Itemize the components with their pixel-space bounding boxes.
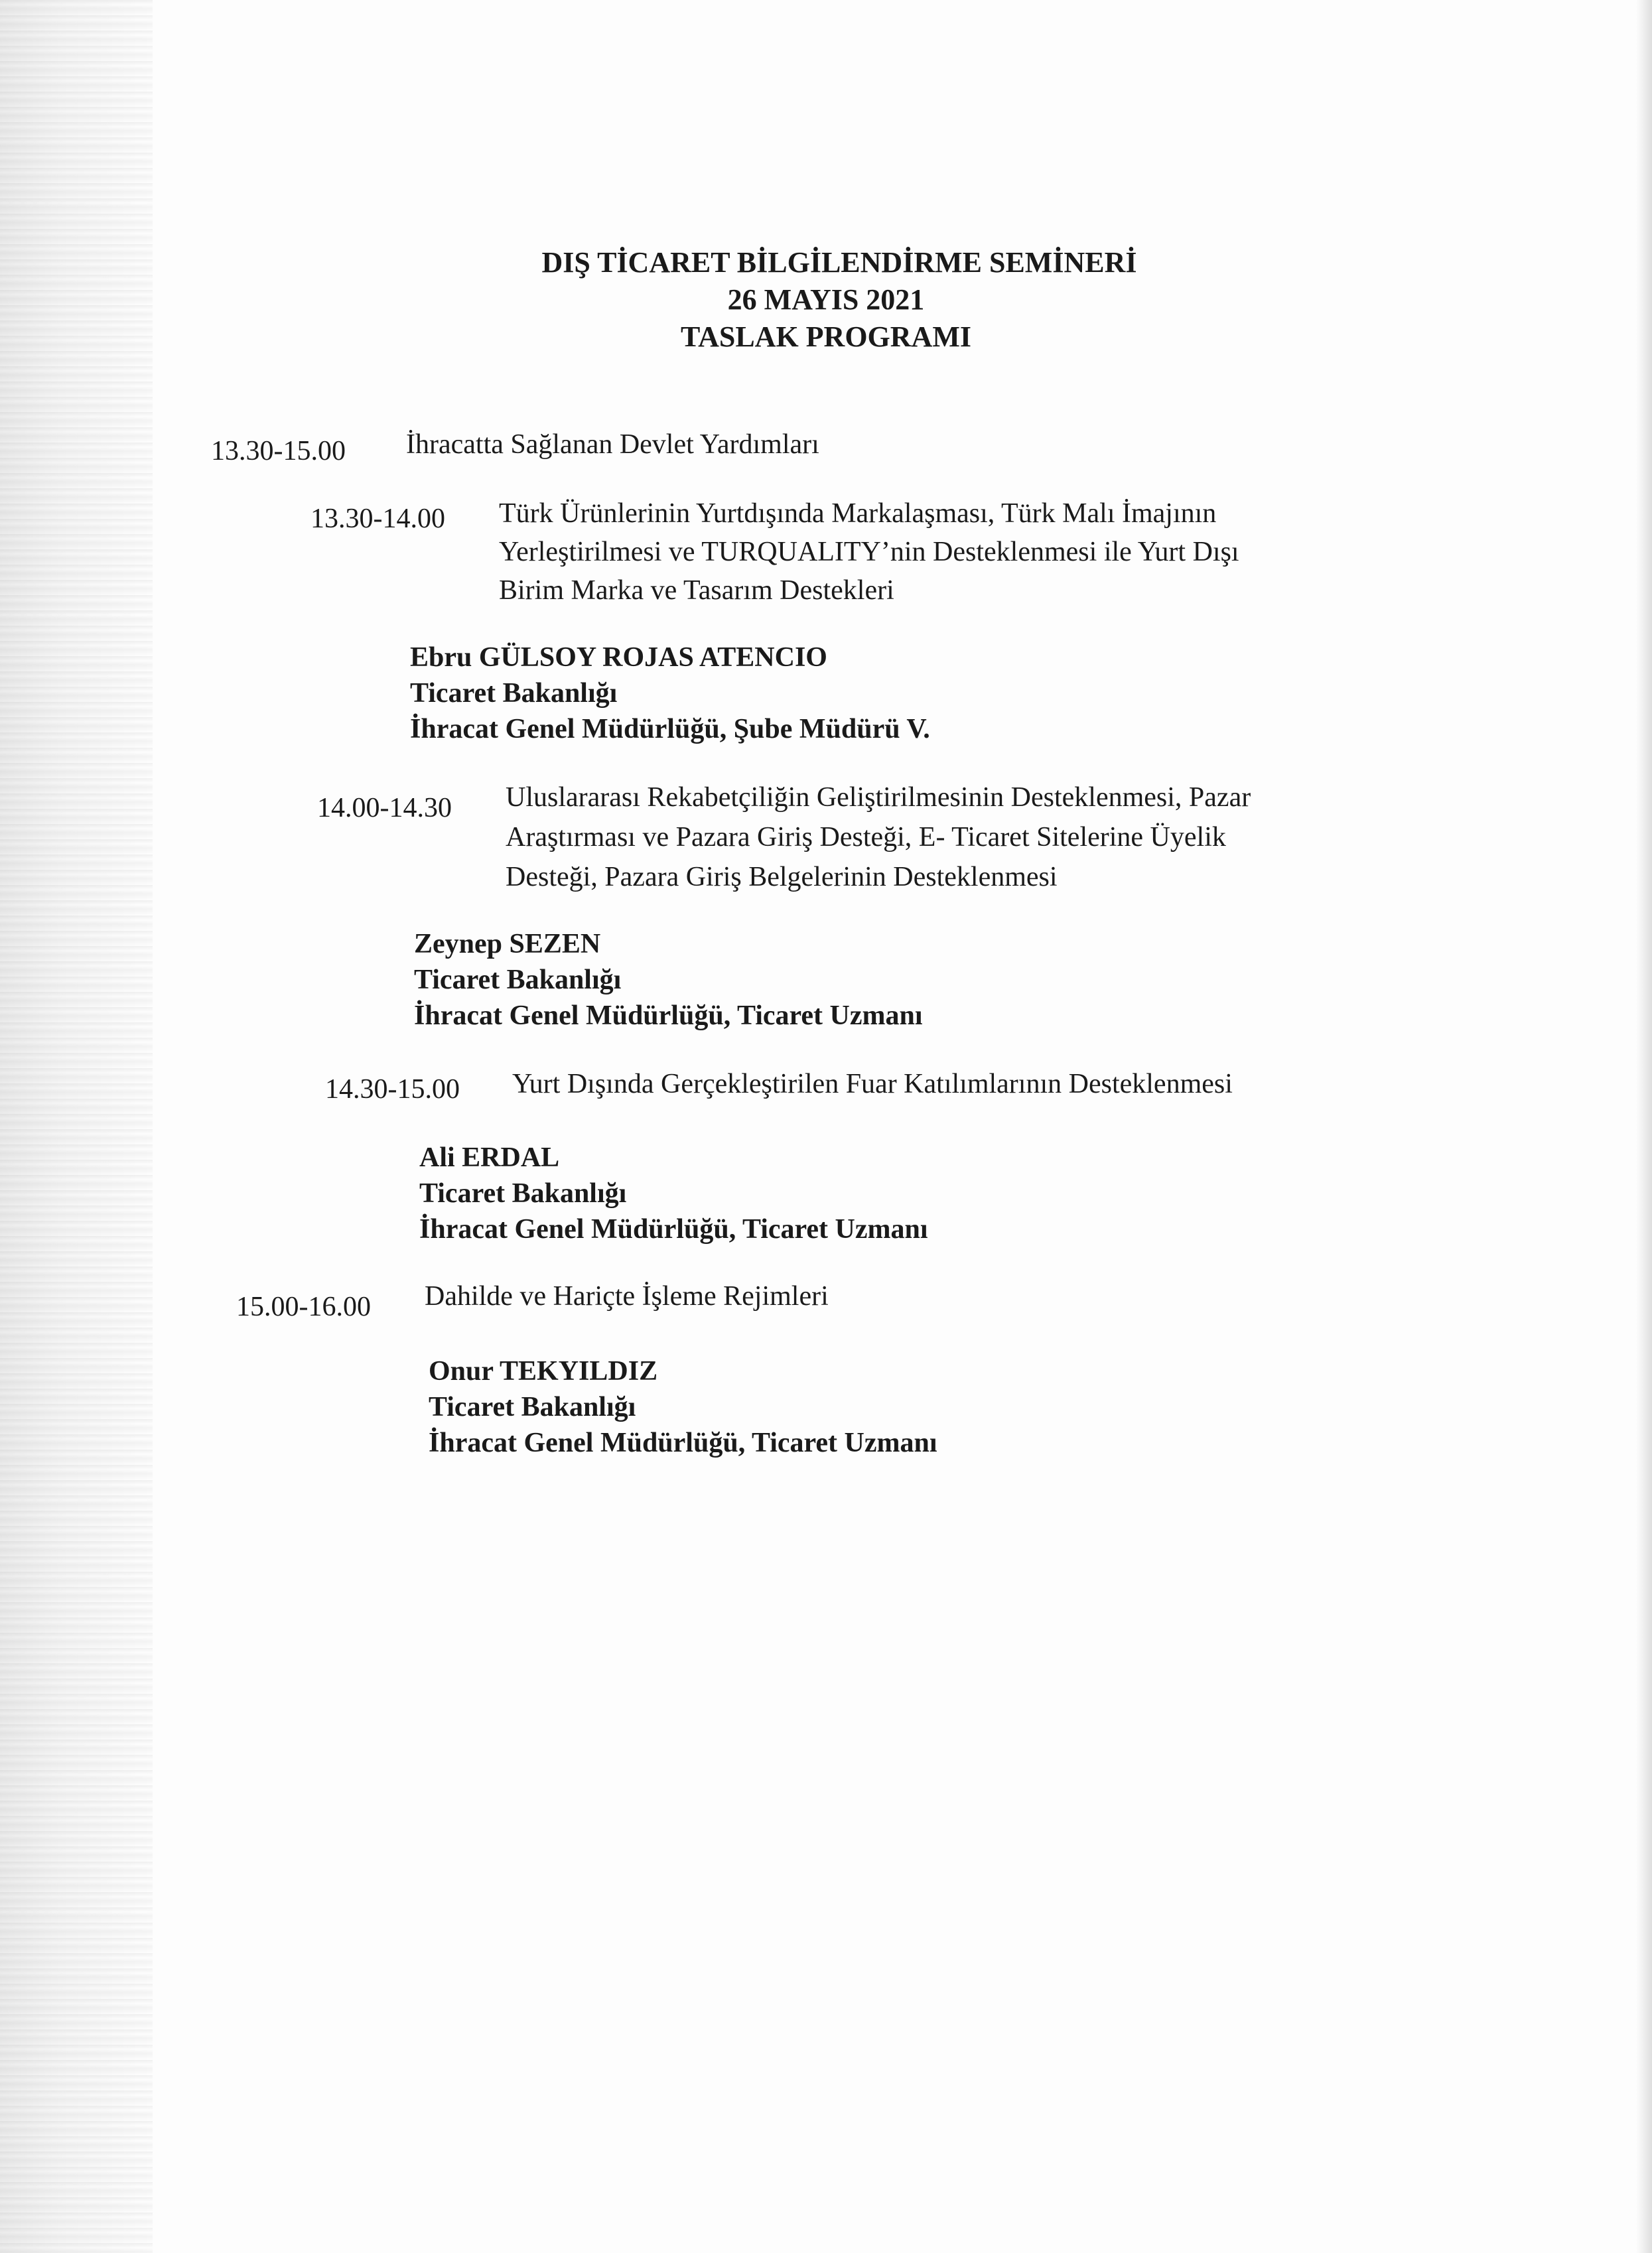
session-topic-line: Türk Ürünlerinin Yurtdışında Markalaşması, Türk Malı İmajının xyxy=(499,498,1217,529)
speaker-role: İhracat Genel Müdürlüğü, Ticaret Uzmanı xyxy=(419,1214,928,1245)
speaker-organization: Ticaret Bakanlığı xyxy=(414,965,622,995)
speaker-block xyxy=(410,640,930,747)
session-time: 13.30-15.00 xyxy=(211,436,346,466)
speaker-organization: Ticaret Bakanlığı xyxy=(410,678,618,709)
seminar-title: DIŞ TİCARET BİLGİLENDİRME SEMİNERİ xyxy=(541,246,1137,279)
session-time: 13.30-14.00 xyxy=(310,504,445,534)
program-header xyxy=(0,244,1652,356)
session-topic-line: Uluslararası Rekabetçiliğin Geliştirilmesinin Desteklenmesi, Pazar xyxy=(506,782,1251,813)
speaker-name: Ebru GÜLSOY ROJAS ATENCIO xyxy=(410,642,827,673)
speaker-organization: Ticaret Bakanlığı xyxy=(429,1392,636,1422)
session-topic: Yurt Dışında Gerçekleştirilen Fuar Katılımlarının Desteklenmesi xyxy=(512,1069,1233,1099)
session-topic-line: Birim Marka ve Tasarım Destekleri xyxy=(499,575,894,606)
session-topic: İhracatta Sağlanan Devlet Yardımları xyxy=(406,429,819,460)
session-time: 14.00-14.30 xyxy=(317,793,452,823)
session-topic-line: Yerleştirilmesi ve TURQUALITY’nin Desteklenmesi ile Yurt Dışı xyxy=(499,537,1239,567)
session-time: 14.30-15.00 xyxy=(325,1074,460,1105)
session-time: 15.00-16.00 xyxy=(236,1292,371,1322)
program-subtitle: TASLAK PROGRAMI xyxy=(681,320,971,353)
speaker-block xyxy=(414,926,923,1034)
speaker-role: İhracat Genel Müdürlüğü, Ticaret Uzmanı xyxy=(429,1428,937,1458)
seminar-date: 26 MAYIS 2021 xyxy=(727,283,925,316)
speaker-name: Zeynep SEZEN xyxy=(414,929,601,959)
session-topic-line: Desteği, Pazara Giriş Belgelerinin Desteklenmesi xyxy=(506,862,1058,892)
speaker-block xyxy=(429,1353,937,1461)
session-topic-line: Araştırması ve Pazara Giriş Desteği, E- Ticaret Sitelerine Üyelik xyxy=(506,822,1226,853)
speaker-name: Ali ERDAL xyxy=(419,1142,560,1173)
speaker-role: İhracat Genel Müdürlüğü, Şube Müdürü V. xyxy=(410,714,930,744)
speaker-block xyxy=(419,1140,928,1247)
speaker-organization: Ticaret Bakanlığı xyxy=(419,1178,627,1209)
session-topic: Dahilde ve Hariçte İşleme Rejimleri xyxy=(425,1281,829,1312)
speaker-role: İhracat Genel Müdürlüğü, Ticaret Uzmanı xyxy=(414,1000,923,1031)
speaker-name: Onur TEKYILDIZ xyxy=(429,1356,658,1387)
